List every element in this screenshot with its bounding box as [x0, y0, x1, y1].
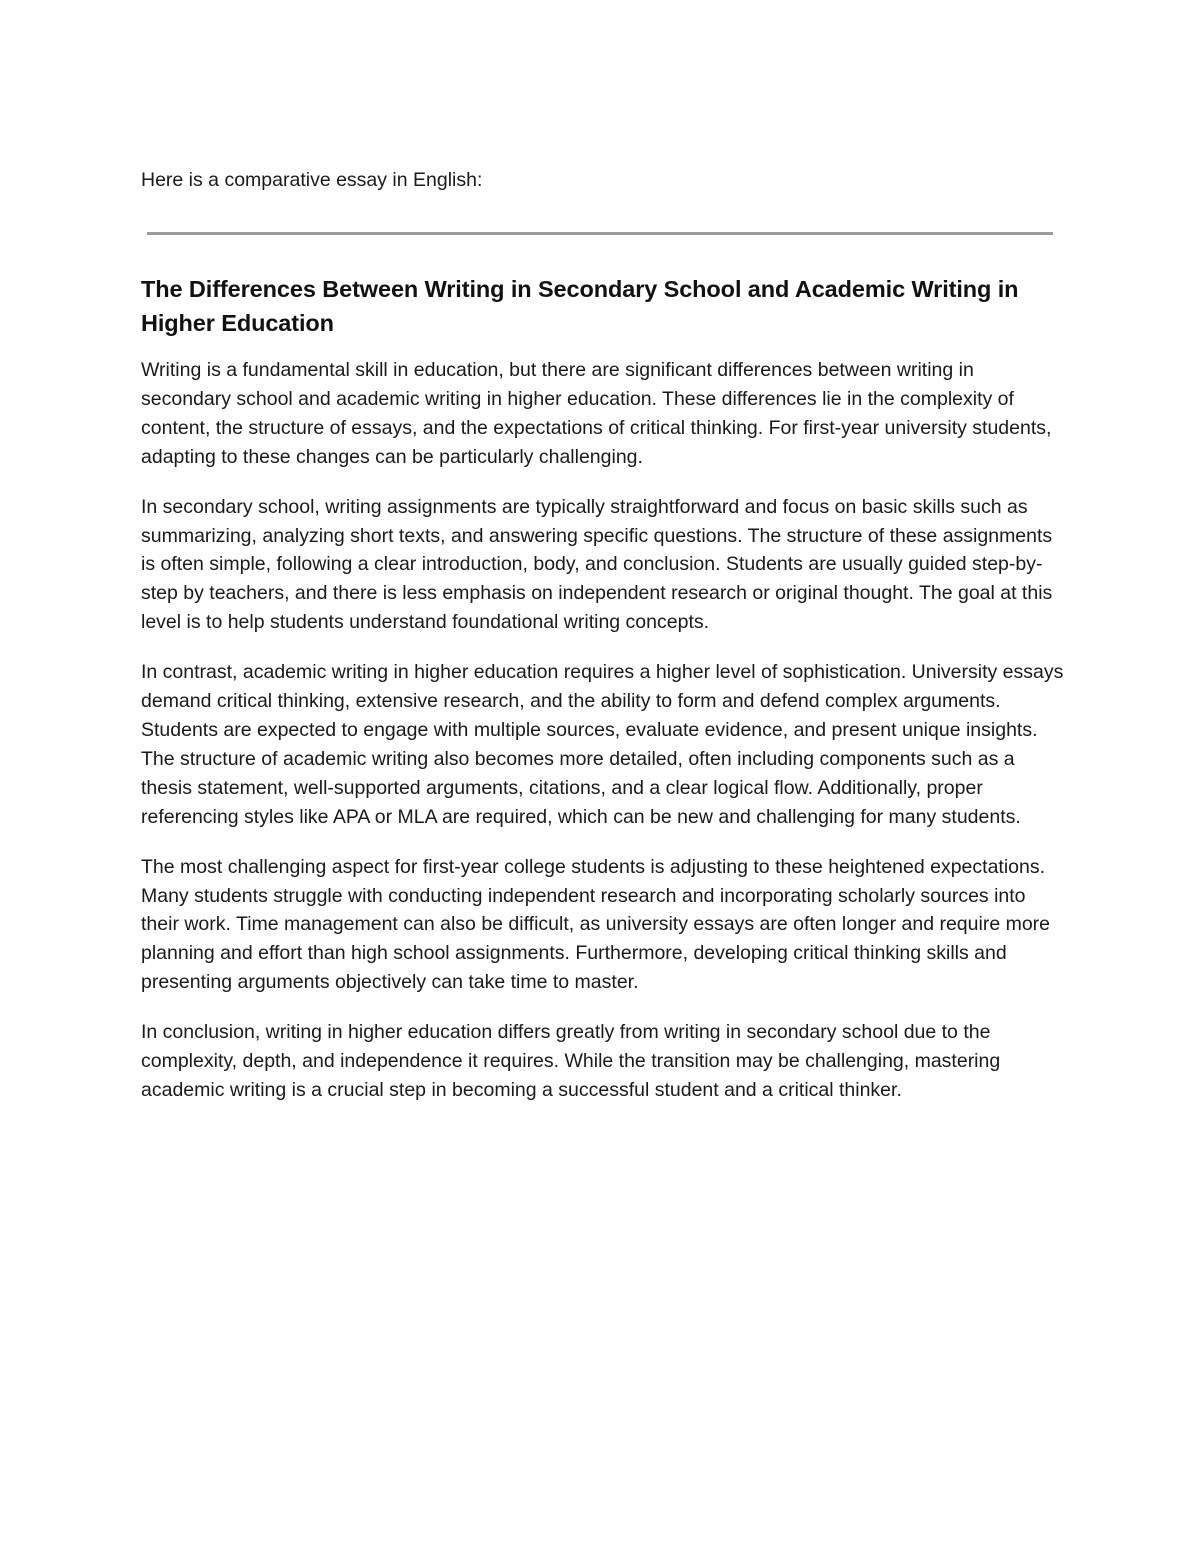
- essay-title: The Differences Between Writing in Secondary School and Academic Writing in Higher Education: [141, 276, 1019, 336]
- paragraph-introduction: Writing is a fundamental skill in education, but there are significant differences between writing in secondary school and academic writing in higher education. These differences lie in the complexity of content, the structure of essays, and the expectations of critical thinking. For first-year university students, adapting to these changes can be particularly challenging.: [141, 359, 1052, 468]
- intro-text: Here is a comparative essay in English:: [141, 169, 483, 191]
- paragraph-conclusion: In conclusion, writing in higher education differs greatly from writing in secondary school due to the complexity, depth, and independence it requires. While the transition may be challenging, mastering academic writing is a crucial step in becoming a successful student and a critical thinker.: [141, 1021, 1001, 1101]
- paragraph-secondary-school: In secondary school, writing assignments are typically straightforward and focus on basic skills such as summarizing, analyzing short texts, and answering specific questions. The structure of these assignments is often simple, following a clear introduction, body, and conclusion. Students are usually guided step-by-step by teachers, and there is less emphasis on independent research or original thought. The goal at this level is to help students understand foundational writing concepts.: [141, 495, 1053, 634]
- paragraph-higher-education: In contrast, academic writing in higher education requires a higher level of sophistication. University essays demand critical thinking, extensive research, and the ability to form and defend complex arguments. Students are expected to engage with multiple sources, evaluate evidence, and present unique insights. The structure of academic writing also becomes more detailed, often including components such as a thesis statement, well-supported arguments, citations, and a clear logical flow. Additionally, proper referencing styles like APA or MLA are required, which can be new and challenging for many students.: [141, 661, 1064, 828]
- essay-body: [141, 272, 1065, 1126]
- paragraph-challenges: The most challenging aspect for first-year college students is adjusting to these heightened expectations. Many students struggle with conducting independent research and incorporating scholarly sources into their work. Time management can also be difficult, as university essays are often longer and require more planning and effort than high school assignments. Furthermore, developing critical thinking skills and presenting arguments objectively can take time to master.: [141, 855, 1051, 994]
- horizontal-rule: [147, 232, 1053, 235]
